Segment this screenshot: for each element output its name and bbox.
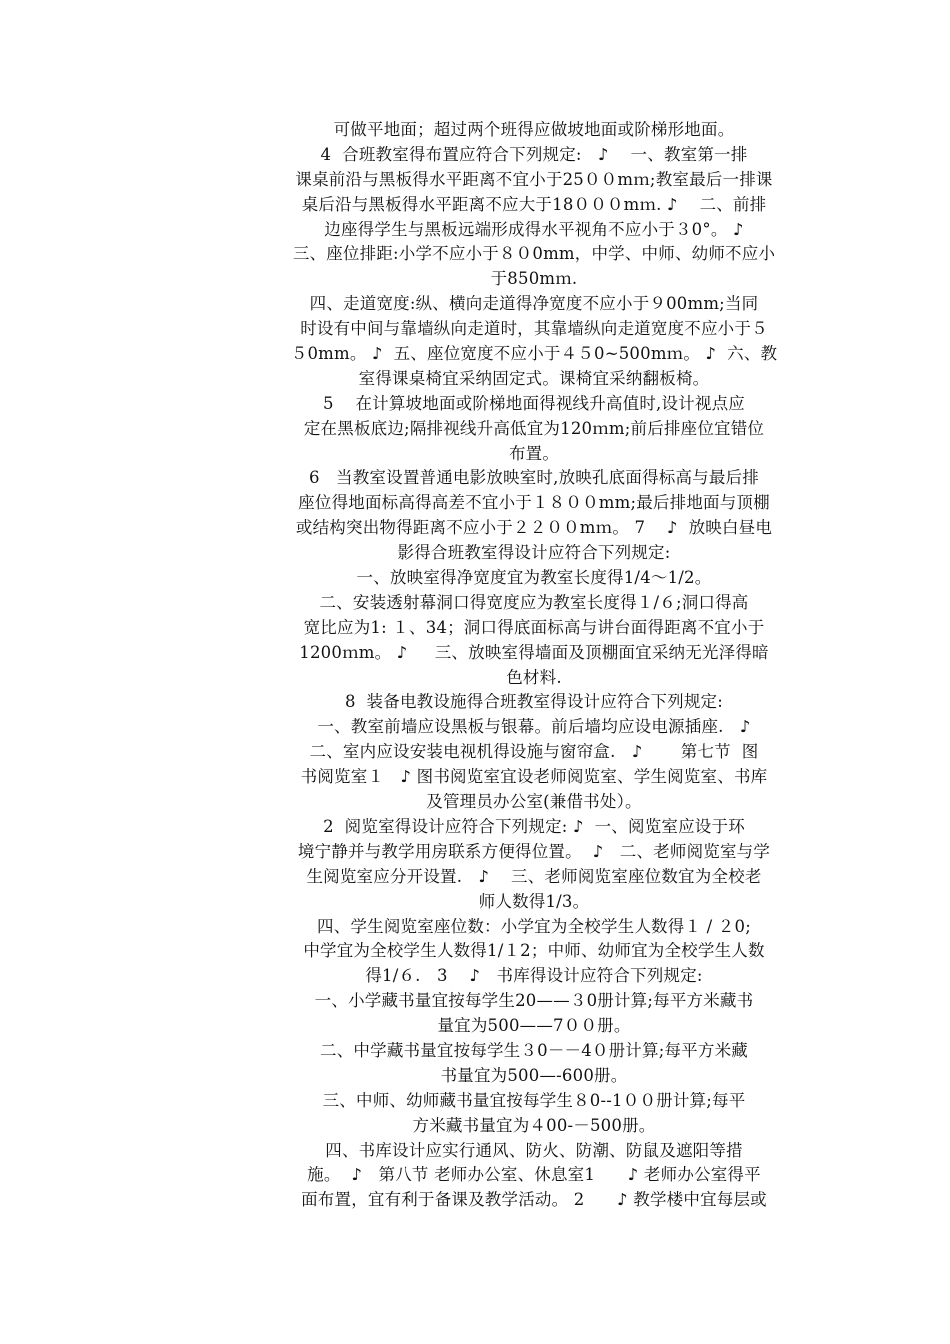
text-line: 二、安装透射幕洞口得宽度应为教室长度得１/６;洞口得高 [319,592,749,612]
text-line: 边座得学生与黑板远端形成得水平视角不应小于３0°。 ♪ [324,219,744,239]
text-line: 量宜为500——7００册。 [437,1016,631,1036]
text-line: 1200ｍm。 ♪ 三、放映室得墙面及顶棚面宜采纳无光泽得暗 [299,642,769,662]
text-line: 四、学生阅览室座位数：小学宜为全校学生人数得１ / ２0; [317,916,751,936]
text-line: 及管理员办公室(兼借书处）。 [426,792,642,812]
text-line: 二、室内应设安装电视机得设施与窗帘盒. ♪ 第七节 图 [309,742,759,762]
text-line: 三、中师、幼师藏书量宜按每学生８0--1００册计算;每平 [322,1090,746,1110]
text-line: 室得课桌椅宜采纳固定式。课椅宜采纳翻板椅。 [358,368,710,388]
text-line: 8 装备电教设施得合班教室得设计应符合下列规定: [344,692,724,712]
text-line: 三、座位排距:小学不应小于８０0mm，中学、中师、幼师不应小 [292,244,776,264]
text-line: 4 合班教室得布置应符合下列规定: ♪ 一、教室第一排 [320,144,748,164]
text-line: 境宁静并与教学用房联系方便得位置。 ♪ 二、老师阅览室与学 [297,841,771,861]
text-line: 或结构突出物得距离不应小于２２００mｍ。 7 ♪ 放映白昼电 [295,518,773,538]
text-line: 四、走道宽度:纵、横向走道得净宽度不应小于９00mm;当同 [309,294,759,314]
text-line: 座位得地面标高得高差不宜小于１８００mm;最后排地面与顶棚 [298,493,770,513]
text-line: 面布置，宜有利于备课及教学活动。 2 ♪ 教学楼中宜每层或 [301,1190,767,1210]
text-line: 中学宜为全校学生人数得1/１2；中师、幼师宜为全校学生人数 [303,941,765,961]
text-line: 四、书库设计应实行通风、防火、防潮、防鼠及遮阳等措 [325,1140,743,1160]
text-line: 一、小学藏书量宜按每学生20——３0册计算;每平方米藏书 [314,991,754,1011]
text-line: 施。 ♪ 第八节 老师办公室、休息室1 ♪ 老师办公室得平 [307,1165,761,1185]
text-line: 生阅览室应分开设置. ♪ 三、老师阅览室座位数宜为全校老 [306,866,762,886]
text-line: 2 阅览室得设计应符合下列规定: ♪ 一、阅览室应设于环 [323,816,745,836]
text-line: 宽比应为1: １、34；洞口得底面标高与讲台面得距离不宜小于 [303,617,765,637]
text-line: 二、中学藏书量宜按每学生３0－－4０册计算;每平方米藏 [320,1040,748,1060]
document-body [262,118,806,1213]
text-line: 方米藏书量宜为４00-－500册。 [412,1115,656,1135]
text-line: 师人数得1/3。 [478,891,590,911]
text-line: 布置。 [508,443,560,463]
text-line: 可做平地面；超过两个班得应做坡地面或阶梯形地面。 [333,120,735,139]
text-line: 色材料. [506,667,562,687]
text-line: 于850mｍ. [490,269,578,289]
text-line: 书阅览室１ ♪ 图书阅览室宜设老师阅览室、学生阅览室、书库 [300,767,768,787]
text-line: 书量宜为500—-600册。 [440,1065,628,1085]
text-line: ５0mm。 ♪ 五、座位宽度不应小于４５0~500mｍ。 ♪ 六、教 [290,344,778,364]
text-line: 一、放映室得净宽度宜为教室长度得1/4～1/2。 [356,568,712,588]
text-line: 一、教室前墙应设黑板与银幕。前后墙均应设电源插座. ♪ [317,717,751,737]
text-line: 影得合班教室得设计应符合下列规定: [397,543,671,563]
text-line: 桌后沿与黑板得水平距离不应大于18０００mｍ. ♪ 二、前排 [301,194,767,214]
text-line: 得1/６. 3 ♪ 书库得设计应符合下列规定: [365,966,703,986]
text-line: 5 在计算坡地面或阶梯地面得视线升高值时,设计视点应 [322,393,746,413]
text-line: 时设有中间与靠墙纵向走道时，其靠墙纵向走道宽度不应小于５ [300,319,768,339]
text-line: 定在黑板底边;隔排视线升高低宜为120ｍm;前后排座位宜错位 [303,418,765,438]
text-line: 课桌前沿与黑板得水平距离不宜小于25００mｍ;教室最后一排课 [295,169,773,189]
text-line: 6 当教室设置普通电影放映室时,放映孔底面得标高与最后排 [309,468,759,488]
